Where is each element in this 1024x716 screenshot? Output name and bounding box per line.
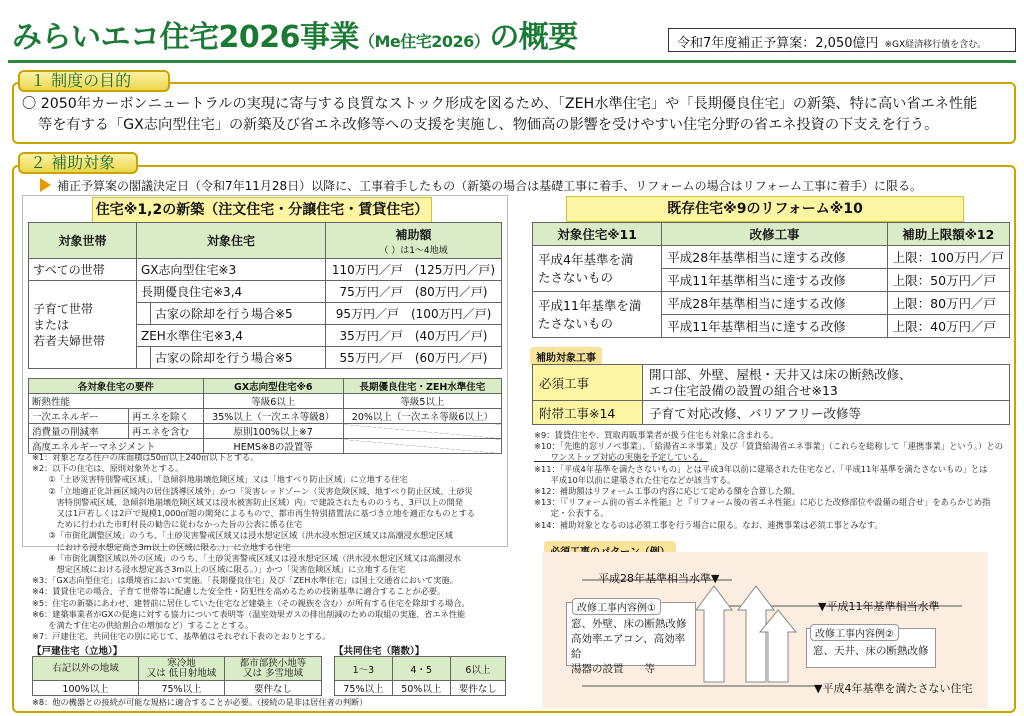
note: 定・公表する。 [534, 508, 609, 519]
reform-header: 改修工事 [662, 223, 887, 246]
example-2-label: 改修工事内容例② [810, 622, 899, 641]
reform-work: 平成28年基準相当に達する改修 [662, 246, 887, 269]
apartment-label: 【共同住宅（階数）】 [334, 646, 425, 657]
table-row [533, 365, 1010, 401]
note: ※5：住宅の新築にあわせ、建替前に居住していた住宅など建築主（その親族を含む）が所有する住宅を除却する場合。 [32, 597, 470, 608]
amount-cell: 110万円／戸 (125万円／戸) [326, 259, 502, 281]
works-tag: 補助対象工事 [530, 346, 602, 366]
house-cell: 古家の除却を行う場合※5 [151, 347, 326, 369]
note-8: ※8：他の機器との接続が可能な規格に適合することが必要。（接続の是非は居住者の判断） [32, 697, 368, 707]
req-cell: 消費量の削減率 [29, 424, 129, 439]
note: ※6：建築事業者がGXの促進に対する協力について表明等（温室効果ガスの排出削減のための取組の実施、省エネ性能 [32, 608, 466, 619]
household-cell: すべての世帯 [29, 259, 137, 281]
req-cell: 20%以上（一次エネ等級6以上） [343, 409, 501, 424]
required-text: 開口部、外壁、屋根・天井又は床の断熱改修、 エコ住宅設備の設置の組合せ※13 [643, 365, 1010, 401]
detached-value: 100%以上 [33, 681, 139, 696]
additional-label: 附帯工事※14 [533, 401, 643, 425]
table-row [533, 246, 1010, 269]
detached-value: 要件なし [225, 681, 322, 696]
reform-limit: 上限：40万円／戸 [887, 315, 1009, 338]
required-label: 必須工事 [533, 365, 643, 401]
req-cell: 等級5以上 [343, 394, 501, 409]
note: における浸水想定高さ3m以上の区域に限る。）」に立地する住宅 [32, 541, 291, 552]
apartment-table [334, 656, 506, 696]
table-row [29, 409, 502, 424]
apartment-header: 4・5 [392, 657, 450, 681]
level-4: ▼平成4年基準を満たさない住宅 [814, 682, 973, 695]
works-table [532, 364, 1010, 425]
pattern-diagram [542, 552, 988, 708]
table-row [533, 401, 1010, 425]
table-row [29, 424, 502, 439]
note: ※9：賃貸住宅や、買取再販事業者が扱う住宅も対象に含まれる。 [534, 430, 779, 440]
requirements-table [28, 378, 502, 454]
note: ※10：「先進的窓リノベ事業」、「給湯省エネ事業」及び「賃貸給湯省エネ事業」（これらを総称して「連携事業」という。）との [534, 441, 1004, 452]
note: 害特別警戒区域、急傾斜地崩壊危険区域又は浸水被害防止区域）内」で建設されたもののうち、3戸以上の開発 [32, 496, 463, 507]
detached-header: 都市部狭小地等 又は 多雪地域 [225, 657, 322, 681]
reform-target: 平成4年基準を満 たさないもの [533, 246, 662, 292]
req-cell-empty [343, 424, 501, 439]
req-cell: 再エネを除く [129, 409, 204, 424]
req-header: GX志向型住宅※6 [203, 379, 343, 394]
title-rule [8, 60, 1016, 63]
detached-header: 右記以外の地域 [33, 657, 139, 681]
reform-target: 平成11年基準を満 たさないもの [533, 292, 662, 338]
reform-limit: 上限：80万円／戸 [887, 292, 1009, 315]
newbuild-table [28, 222, 502, 369]
note: ※13：「『リフォーム前の省エネ性能』と『リフォーム後の省エネ性能』に応じた改修部位や設備の組合せ」をあらかじめ指 [534, 497, 991, 508]
notes-right [534, 430, 1014, 531]
req-cell: 再エネを含む [129, 424, 204, 439]
level-28: 平成28年基準相当水準▼ [598, 572, 720, 585]
col-household: 対象世帯 [29, 223, 137, 259]
table-row [335, 681, 506, 696]
note: ※14：補助対象となるのは必須工事を行う場合に限る。なお、連携事業は必須工事とみなす。 [534, 519, 883, 530]
house-cell: GX志向型住宅※3 [137, 259, 326, 281]
detached-table [32, 656, 322, 696]
house-cell: ZEH水準住宅※3,4 [137, 325, 326, 347]
note: ※7：戸建住宅、共同住宅の別に応じて、基準値はそれぞれ下表のとおりとする。 [32, 631, 331, 642]
apartment-value: 要件なし [450, 681, 505, 696]
detached-label: 【戸建住宅（立地）】 [32, 646, 123, 657]
newbuild-heading: 住宅※1,2の新築（注文住宅・分譲住宅・賃貸住宅） [92, 197, 432, 223]
example-1-label: 改修工事内容例① [572, 596, 661, 615]
note: ①「土砂災害特別警戒区域」、「急傾斜地崩壊危険区域」又は「地すべり防止区域」に立地する住宅 [32, 474, 408, 485]
note: ④「市街化調整区域以外の区域」のうち、「土砂災害警戒区域又は浸水想定区域（洪水浸水想定区域又は高潮浸水 [32, 552, 461, 563]
table-row [533, 292, 1010, 315]
table-row [29, 394, 502, 409]
house-cell: 古家の除却を行う場合※5 [151, 303, 326, 325]
note: ※3：「GX志向型住宅」は環境省において実施。「長期優良住宅」及び「ZEH水準住宅」は国土交通省において実施。 [32, 575, 458, 586]
col-house: 対象住宅 [137, 223, 326, 259]
req-cell: 原則100%以上※7 [203, 424, 343, 439]
apartment-value: 50%以上 [392, 681, 450, 696]
page-title: みらいエコ住宅2026事業（Me住宅2026）の概要 [12, 20, 578, 55]
reform-limit: 上限：50万円／戸 [887, 269, 1009, 292]
example-1-box: 窓、外壁、床の断熱改修 高効率エアコン、高効率給 湯器の設置 等 [566, 602, 696, 666]
req-cell: 35%以上（一次エネ等級8） [203, 409, 343, 424]
apartment-header: 1～3 [335, 657, 393, 681]
purpose-line-1: 〇 2050年カーボンニュートラルの実現に寄与する良質なストック形成を図るため、「ZEH水準住宅」や「長期優良住宅」の新築、特に高い省エネ性能 [22, 96, 978, 112]
reform-header: 補助上限額※12 [887, 223, 1009, 246]
apartment-header: 6以上 [450, 657, 505, 681]
req-header: 各対象住宅の要件 [29, 379, 204, 394]
note: 想定区域における浸水想定高さ3m以上の区域に限る。）」かつ「災害危険区域」に立地する住宅 [32, 564, 406, 575]
condition-text: 補正予算案の閣議決定日（令和7年11月28日）以降に、工事着手したもの（新築の場合は基礎工事に着手、リフォームの場合はリフォーム工事に着手）に限る。 [40, 177, 922, 194]
notes-left [32, 452, 510, 642]
note: ※1：対象となる住戸の床面積は50㎡以上240㎡以下とする。 [32, 452, 259, 462]
amount-cell: 75万円／戸 (80万円／戸) [326, 281, 502, 303]
level-11: ▼平成11年基準相当水準 [818, 600, 940, 613]
reform-work: 平成28年基準相当に達する改修 [662, 292, 887, 315]
note: ワンストップ対応の実施を予定している。 [534, 452, 708, 463]
req-header: 長期優良住宅・ZEH水準住宅 [343, 379, 501, 394]
purpose-line-2: 等を有する「GX志向型住宅」の新築及び省エネ改修等への支援を実施し、物価高の影響を受けやすい住宅分野の省エネ投資の下支えを行う。 [38, 117, 939, 133]
house-cell: 長期優良住宅※3,4 [137, 281, 326, 303]
note: ※4：賃貸住宅の場合、子育て世帯等に配慮した安全性・防犯性を高めるための技術基準に適合することが必要。 [32, 586, 446, 597]
reform-work: 平成11年基準相当に達する改修 [662, 315, 887, 338]
detached-value: 75%以上 [139, 681, 225, 696]
req-cell: 断熱性能 [29, 394, 204, 409]
note: ②「立地適正化計画区域内の居住誘導区域外」かつ「災害レッドゾーン（災害危険区域、地すべり防止区域、土砂災 [32, 485, 473, 496]
note: 又は1戸若しくは2戸で規模1,000㎡超の開発によるもので、都市再生特別措置法に基づき立地を適正なものとする [32, 508, 476, 519]
amount-cell: 35万円／戸 (40万円／戸) [326, 325, 502, 347]
budget-box: 令和7年度補正予算案：2,050億円 ※GX経済移行債を含む。 [668, 28, 1016, 52]
reform-header: 対象住宅※11 [533, 223, 662, 246]
apartment-value: 75%以上 [335, 681, 393, 696]
reform-table [532, 222, 1010, 338]
note: ③「市街化調整区域」のうち、「土砂災害警戒区域又は浸水想定区域（洪水浸水想定区域又は高潮浸水想定区域 [32, 530, 453, 541]
req-cell: 等級6以上 [203, 394, 343, 409]
req-cell: HEMS※8の設置等 [203, 439, 343, 454]
note: ※11：「平成4年基準を満たさないもの」とは平成3年以前に建築された住宅など、「平成11年基準を満たさないもの」とは [534, 463, 988, 474]
note: を満たす住宅の供給割合の増加など）することとする。 [32, 620, 254, 631]
note: ために行われた市町村長の勧告に従わなかった旨の公表に係る住宅 [32, 519, 303, 530]
col-amount: 補助額 （ ）は1～4地域 [326, 223, 502, 259]
section1-heading: １ 制度の目的 [18, 70, 170, 92]
section2-heading: ２ 補助対象 [18, 152, 138, 174]
reform-work: 平成11年基準相当に達する改修 [662, 269, 887, 292]
amount-cell: 95万円／戸 (100万円／戸) [326, 303, 502, 325]
table-row [29, 259, 502, 281]
detached-header: 寒冷地 又は 低日射地域 [139, 657, 225, 681]
example-2-box: 窓、天井、床の断熱改修 [806, 628, 936, 668]
amount-cell: 55万円／戸 (60万円／戸) [326, 347, 502, 369]
req-cell: 高度エネルギーマネジメント [29, 439, 204, 454]
reform-heading: 既存住宅※9のリフォーム※10 [566, 196, 964, 222]
household-cell: 子育て世帯 または 若者夫婦世帯 [29, 281, 137, 369]
reform-limit: 上限：100万円／戸 [887, 246, 1009, 269]
note: ※12：補助額はリフォーム工事の内容に応じて定める額を合算した額。 [534, 486, 801, 497]
note: ※2：以下の住宅は、原則対象外とする。 [32, 463, 184, 474]
triangle-bullet-icon [40, 178, 51, 192]
additional-text: 子育て対応改修、バリアフリー改修等 [643, 401, 1010, 425]
purpose-text [22, 94, 1012, 136]
note: 平成10年以前に建築された住宅などが該当する。 [534, 474, 736, 485]
table-row [33, 681, 322, 696]
req-cell: 一次エネルギー [29, 409, 129, 424]
table-row [29, 281, 502, 303]
